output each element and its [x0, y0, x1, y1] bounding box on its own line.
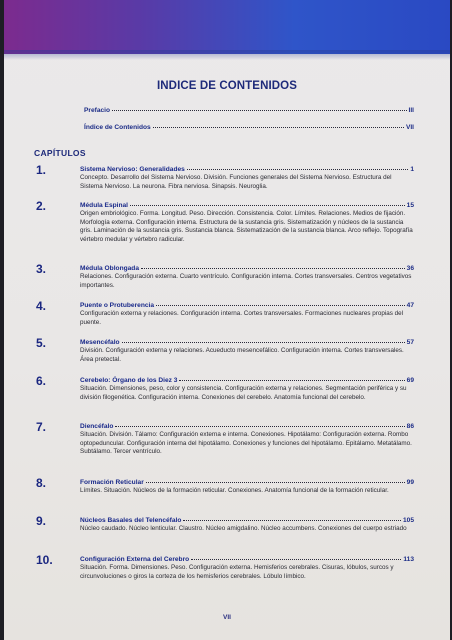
chapter-number: 3.: [36, 262, 47, 276]
dot-leader: [187, 169, 409, 170]
toc-chapter-3[interactable]: [36, 262, 414, 290]
chapter-description: Límites. Situación. Núcleos de la formación reticular. Conexiones. Anatomía funcional de la formación reticular.: [80, 487, 389, 494]
chapter-page: 99: [406, 479, 414, 486]
dot-leader: [179, 380, 404, 381]
chapters-heading: CAPÍTULOS: [34, 148, 86, 158]
chapter-title: Médula Oblongada: [80, 265, 139, 272]
dot-leader: [115, 426, 404, 427]
chapter-title: Formación Reticular: [80, 479, 144, 486]
chapter-number: 7.: [36, 420, 47, 434]
page-number-footer: VII: [223, 614, 231, 621]
toc-chapter-2[interactable]: [36, 199, 414, 244]
chapter-page: 1: [410, 166, 414, 173]
chapter-description: Núcleo caudado. Núcleo lenticular. Claustro. Núcleo amigdalino. Núcleo accumbens. Conexiones del cuerpo estriado: [80, 525, 407, 532]
dot-leader: [153, 127, 404, 128]
chapter-description: Situación. División. Tálamo: Configuración externa e interna. Conexiones. Hipotálamo: Configuración externa. Rombo optopeduncular. Configuración interna del hipotálamo. Conexiones y funciones del hipotálamo. Epitálamo. Metatálamo. Subtálamo. Tercer ventrículo.: [80, 431, 412, 455]
chapter-number: 1.: [36, 163, 47, 177]
decorative-header-band: [4, 0, 450, 54]
chapter-number: 4.: [36, 299, 47, 313]
chapter-page: 36: [406, 265, 414, 272]
dot-leader: [122, 342, 405, 343]
chapter-page: 113: [403, 556, 414, 563]
toc-chapter-6[interactable]: [36, 374, 414, 402]
chapter-description: División. Configuración externa y relaciones. Acueducto mesencefálico. Configuración interna. Cortes transversales. Área pretectal.: [80, 347, 404, 363]
chapter-page: 86: [406, 423, 414, 430]
chapter-title: Configuración Externa del Cerebro: [80, 556, 190, 563]
chapter-description: Situación. Dimensiones, peso, color y consistencia. Configuración externa y relaciones. Segmentación periférica y su división filogenética. Configuración interna. Conexiones del cerebelo. Anatomía funcional del cerebelo.: [80, 385, 407, 401]
chapter-title: Médula Espinal: [80, 202, 128, 209]
chapter-description: Configuración externa y relaciones. Configuración interna. Cortes transversales. Formaciones nucleares propias del puente.: [80, 310, 404, 326]
toc-chapter-4[interactable]: [36, 299, 414, 327]
chapter-description: Situación. Forma. Dimensiones. Peso. Configuración externa. Hemisferios cerebrales. Cisuras, lóbulos, surcos y circunvoluciones o giros la corteza de los hemisferios cerebrales. Lóbulo límbico.: [80, 564, 394, 580]
entry-label: Prefacio: [84, 107, 111, 114]
dot-leader: [112, 110, 406, 111]
dot-leader: [141, 268, 405, 269]
chapter-number: 8.: [36, 476, 47, 490]
chapter-number: 10.: [36, 553, 53, 567]
chapter-title: Sistema Nervioso: Generalidades: [80, 166, 185, 173]
dot-leader: [191, 559, 401, 560]
entry-page: VII: [405, 124, 414, 131]
toc-entry-prefacio[interactable]: [84, 107, 414, 114]
chapter-page: 47: [406, 302, 414, 309]
chapter-description: Relaciones. Configuración externa. Cuarto ventrículo. Configuración interna. Cortes transversales. Centros vegetativos importantes.: [80, 273, 412, 289]
chapter-title: Puente o Protuberencia: [80, 302, 155, 309]
toc-chapter-5[interactable]: [36, 336, 414, 364]
chapter-page: 105: [402, 517, 414, 524]
chapter-page: 69: [406, 377, 414, 384]
chapter-description: Concepto. Desarrollo del Sistema Nervioso. División. Funciones generales del Sistema Nervioso. Estructura del Sistema Nervioso. La neurona. Fibra nerviosa. Sinapsis. Neuroglia.: [80, 174, 392, 190]
chapter-number: 9.: [36, 514, 47, 528]
dot-leader: [146, 482, 405, 483]
toc-entry-indice[interactable]: [84, 124, 414, 131]
chapter-page: 15: [406, 202, 414, 209]
toc-chapter-1[interactable]: [36, 163, 414, 191]
entry-page: III: [408, 107, 414, 114]
book-page: [4, 0, 450, 640]
chapter-page: 57: [406, 339, 414, 346]
entry-label: Índice de Contenidos: [84, 124, 151, 131]
toc-chapter-7[interactable]: [36, 420, 414, 457]
chapter-title: Núcleos Basales del Telencéfalo: [80, 517, 182, 524]
toc-chapter-10[interactable]: [36, 553, 414, 581]
dot-leader: [183, 520, 401, 521]
page-title: INDICE DE CONTENIDOS: [156, 80, 297, 92]
dot-leader: [156, 305, 405, 306]
dot-leader: [130, 205, 405, 206]
toc-chapter-8[interactable]: [36, 476, 414, 496]
toc-chapter-9[interactable]: [36, 514, 414, 534]
chapter-title: Mesencéfalo: [80, 339, 120, 346]
chapter-number: 5.: [36, 336, 47, 350]
chapter-number: 6.: [36, 374, 47, 388]
chapter-title: Diencéfalo: [80, 423, 114, 430]
chapter-title: Cerebelo: Órgano de los Diez 3: [80, 377, 178, 384]
chapter-description: Origen embriológico. Forma. Longitud. Peso. Dirección. Consistencia. Color. Límites. Relaciones. Medios de fijación. Morfología externa. Configuración interna. Estructura de la sustancia gris. Sistematización y núcleos de la sustancia gris. Laminación de la sustancia gris. Sustancia blanca. Sistematización de la sustancia blanca. Arco reflejo. Topografía vértebro medular y vértebro radicular.: [80, 210, 413, 243]
chapter-number: 2.: [36, 199, 47, 213]
